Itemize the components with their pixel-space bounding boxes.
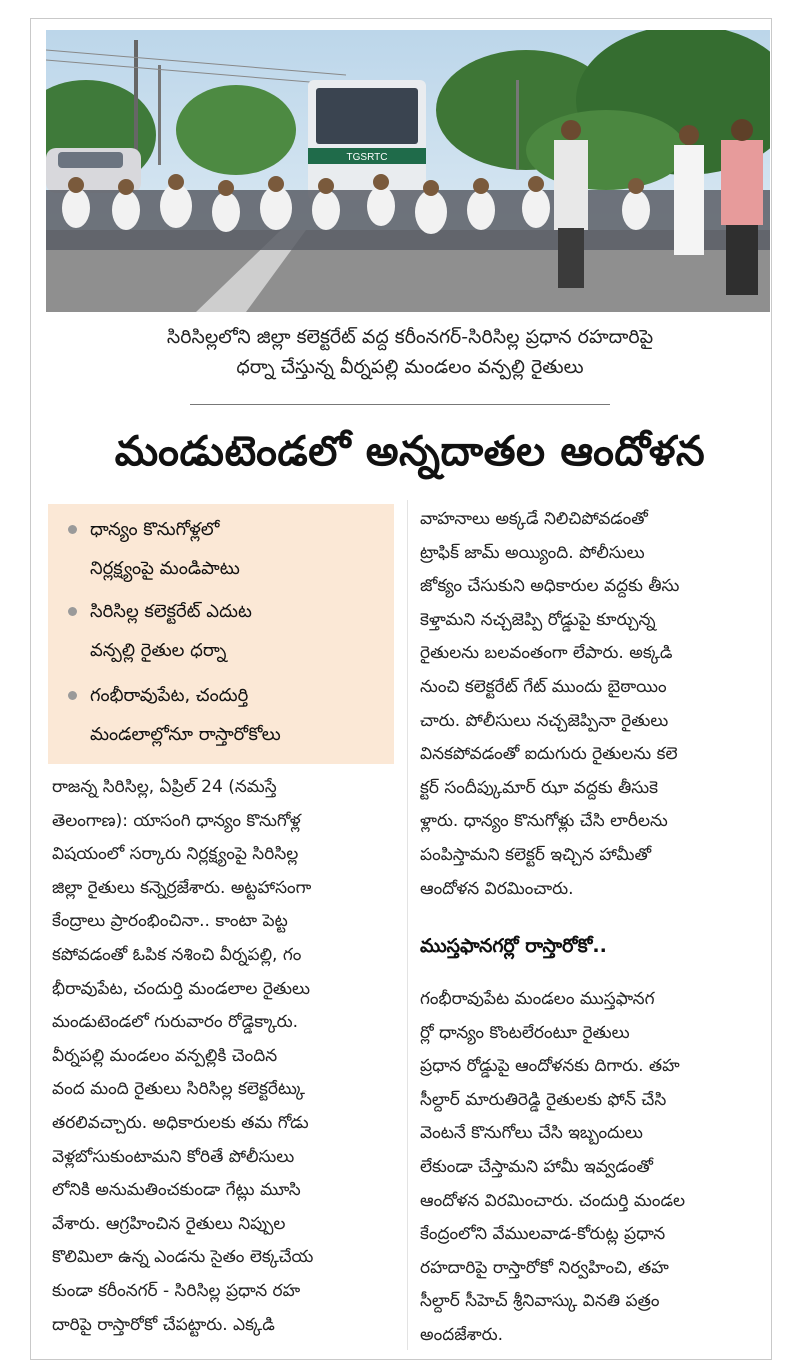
body-line: వెళ్లబోసుకుంటామని కోరితే పోలీసులు [52, 1146, 295, 1167]
farmers-protest-photo [46, 30, 770, 312]
body-line: కపోవడంతో ఓపిక నశించి వీర్నపల్లి, గం [52, 944, 302, 965]
section-subheading: ముస్తఫానగర్లో రాస్తారోకో.. [420, 935, 607, 957]
body-line: నుంచి కలెక్టరేట్ గేట్ ముందు బైఠాయిం [420, 676, 667, 697]
body-line: విషయంలో సర్కారు నిర్లక్ష్యంపై సిరిసిల్ల [52, 844, 299, 865]
body-line: కుండా కరీంనగర్ - సిరిసిల్ల ప్రధాన రహ [52, 1280, 301, 1301]
body-line: జోక్యం చేసుకుని అధికారుల వద్దకు తీసు [420, 576, 680, 597]
highlight-line: నిర్లక్ష్యంపై మండిపాటు [90, 558, 240, 579]
body-line: గంభీరావుపేట మండలం ముస్తఫానగ [420, 989, 655, 1009]
highlight-line: వన్పల్లి రైతుల ధర్నా [90, 640, 227, 661]
highlight-item [68, 510, 240, 588]
body-line: ర్లో ధాన్యం కొంటలేరంటూ రైతులు [420, 1022, 630, 1043]
body-line: ఆందోళన విరమించారు. [420, 878, 574, 899]
highlight-line: మండలాల్లోనూ రాస్తారోకోలు [90, 724, 281, 745]
body-line: ళ్లారు. ధాన్యం కొనుగోళ్లు చేసి లారీలను [420, 811, 668, 832]
article-headline: మండుటెండలో అన్నదాతల ఆందోళన [114, 427, 706, 475]
body-line: దారిపై రాస్తారోకో చేపట్టారు. ఎక్కడి [52, 1314, 275, 1335]
body-line: పంపిస్తామని కలెక్టర్ ఇచ్చిన హామీతో [420, 844, 652, 865]
body-line: కెళ్తామని నచ్చజెప్పి రోడ్డుపై కూర్చున్న [420, 609, 656, 630]
highlights-box [48, 504, 394, 764]
highlight-line: ధాన్యం కొనుగోళ్లలో [90, 519, 220, 540]
body-line: వినకపోవడంతో ఐదుగురు రైతులను కలె [420, 744, 678, 765]
body-line: జిల్లా రైతులు కన్నెర్రజేశారు. అట్టహాసంగా [52, 877, 312, 898]
body-line: కేంద్రంలోని వేములవాడ-కోరుట్ల ప్రధాన [420, 1224, 666, 1245]
body-line: రహదారిపై రాస్తారోకో నిర్వహించి, తహ [420, 1257, 669, 1278]
column-divider [407, 500, 408, 1350]
body-line: చారు. పోలీసులు నచ్చజెప్పినా రైతులు [420, 710, 669, 731]
news-photo [46, 30, 770, 312]
body-line: భీరావుపేట, చందుర్తి మండలాల రైతులు [52, 978, 310, 999]
highlight-line: గంభీరావుపేట, చందుర్తి [90, 685, 249, 706]
body-column-left [52, 771, 394, 1342]
photo-caption [70, 322, 750, 382]
bullet-icon [68, 607, 77, 616]
bullet-icon [68, 525, 77, 534]
bullet-icon [68, 691, 77, 700]
body-line: లోనికి అనుమతించకుండా గేట్లు మూసి [52, 1180, 301, 1201]
body-line: అందజేశారు. [420, 1324, 504, 1345]
highlight-item [68, 592, 252, 670]
highlight-line: సిరిసిల్ల కలెక్టరేట్ ఎదుట [90, 601, 252, 622]
body-line: వాహనాలు అక్కడే నిలిచిపోవడంతో [420, 509, 648, 529]
body-column-right [420, 503, 770, 906]
body-line: వెంటనే కొనుగోలు చేసి ఇబ్బందులు [420, 1123, 643, 1144]
highlight-item [68, 676, 281, 754]
body-line: సీల్దార్ మారుతిరెడ్డి రైతులకు ఫోన్ చేసి [420, 1089, 667, 1110]
caption-divider [190, 404, 610, 405]
body-line: ట్రాఫిక్ జామ్ అయ్యింది. పోలీసులు [420, 542, 645, 563]
body-line: వేశారు. ఆగ్రహించిన రైతులు నిప్పుల [52, 1213, 286, 1234]
bus-label: TGSRTC [346, 152, 388, 163]
body-line: కేంద్రాలు ప్రారంభించినా.. కాంటా పెట్ట [52, 911, 288, 932]
body-line: రాజన్న సిరిసిల్ల, ఏప్రిల్ 24 (నమస్తే [52, 777, 277, 797]
caption-line: సిరిసిల్లలోని జిల్లా కలెక్టరేట్ వద్ద కరీంనగర్-సిరిసిల్ల ప్రధాన రహదారిపై [166, 326, 654, 348]
body-line: వీర్నపల్లి మండలం వన్పల్లికి చెందిన [52, 1045, 278, 1066]
caption-line: ధర్నా చేస్తున్న వీర్నపల్లి మండలం వన్పల్లి రైతులు [236, 356, 584, 378]
body-line: వంద మంది రైతులు సిరిసిల్ల కలెక్టరేట్కు [52, 1079, 305, 1100]
body-line: తరలివచ్చారు. అధికారులకు తమ గోడు [52, 1112, 309, 1133]
body-line: రైతులను బలవంతంగా లేపారు. అక్కడి [420, 643, 673, 664]
body-line: సీల్దార్ సీహెచ్ శ్రీనివాస్కు వినతి పత్రం [420, 1291, 660, 1312]
body-line: మండుటెండలో గురువారం రోడ్డెక్కారు. [52, 1012, 298, 1033]
body-line: క్టర్ సందీప్కుమార్ ఝా వద్దకు తీసుకె [420, 777, 658, 798]
body-column-right-second [420, 983, 770, 1353]
body-line: లేకుండా చేస్తామని హామీ ఇవ్వడంతో [420, 1156, 653, 1177]
body-line: కొలిమిలా ఉన్న ఎండను సైతం లెక్కచేయ [52, 1247, 314, 1268]
body-line: ఆందోళన విరమించారు. చందుర్తి మండల [420, 1190, 686, 1211]
body-line: తెలంగాణ): యాసంగి ధాన్యం కొనుగోళ్ల [52, 810, 301, 831]
body-line: ప్రధాన రోడ్డుపై ఆందోళనకు దిగారు. తహ [420, 1056, 680, 1077]
